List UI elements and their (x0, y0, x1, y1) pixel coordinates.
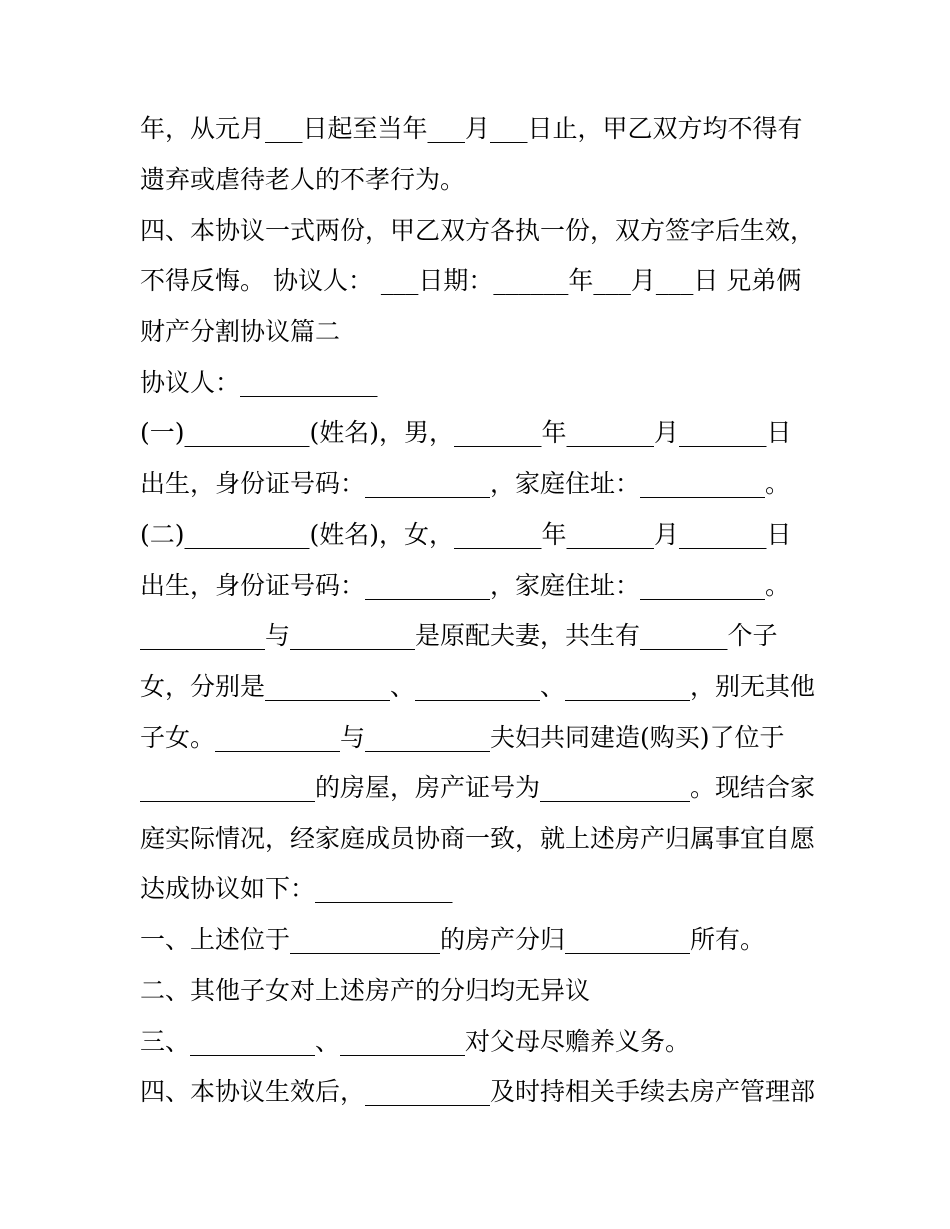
text-line: 达成协议如下：___________ (140, 874, 453, 903)
text-line: 出生，身份证号码：__________，家庭住址：__________。 (140, 571, 791, 600)
text-line: 遗弃或虐待老人的不孝行为。 (140, 165, 466, 194)
text-line: (二)__________(姓名)，女，_______年_______月_______日 (140, 520, 792, 549)
text-line: 子女。__________与__________夫妇共同建造(购买)了位于 (140, 723, 785, 752)
text-line: 四、本协议一式两份，甲乙双方各执一份，双方签字后生效， (140, 216, 816, 245)
text-line: ______________的房屋，房产证号为____________。现结合家 (140, 773, 816, 802)
text-line: 二、其他子女对上述房产的分归均无异议 (140, 976, 591, 1005)
section-title: 财产分割协议篇二 (140, 317, 341, 346)
text-line: __________与__________是原配夫妻，共生有_______个子 (140, 621, 778, 650)
text-line: 出生，身份证号码：__________，家庭住址：__________。 (140, 469, 791, 498)
text-line: 女，分别是__________、__________、__________，别无其他 (140, 672, 816, 701)
text-line: 三、__________、__________对父母尽赡养义务。 (140, 1027, 691, 1056)
text-line: 不得反悔。 协议人： ___日期：______年___月___日 兄弟俩 (140, 266, 802, 295)
text-line: 一、上述位于____________的房产分归__________所有。 (140, 925, 766, 954)
text-line: (一)__________(姓名)，男，_______年_______月_______日 (140, 418, 792, 447)
text-line: 庭实际情况，经家庭成员协商一致，就上述房产归属事宜自愿 (140, 824, 816, 853)
text-line: 四、本协议生效后，__________及时持相关手续去房产管理部 (140, 1077, 816, 1106)
text-line: 协议人：___________ (140, 368, 378, 397)
text-line: 年，从元月___日起至当年___月___日止，甲乙双方均不得有 (140, 114, 803, 143)
